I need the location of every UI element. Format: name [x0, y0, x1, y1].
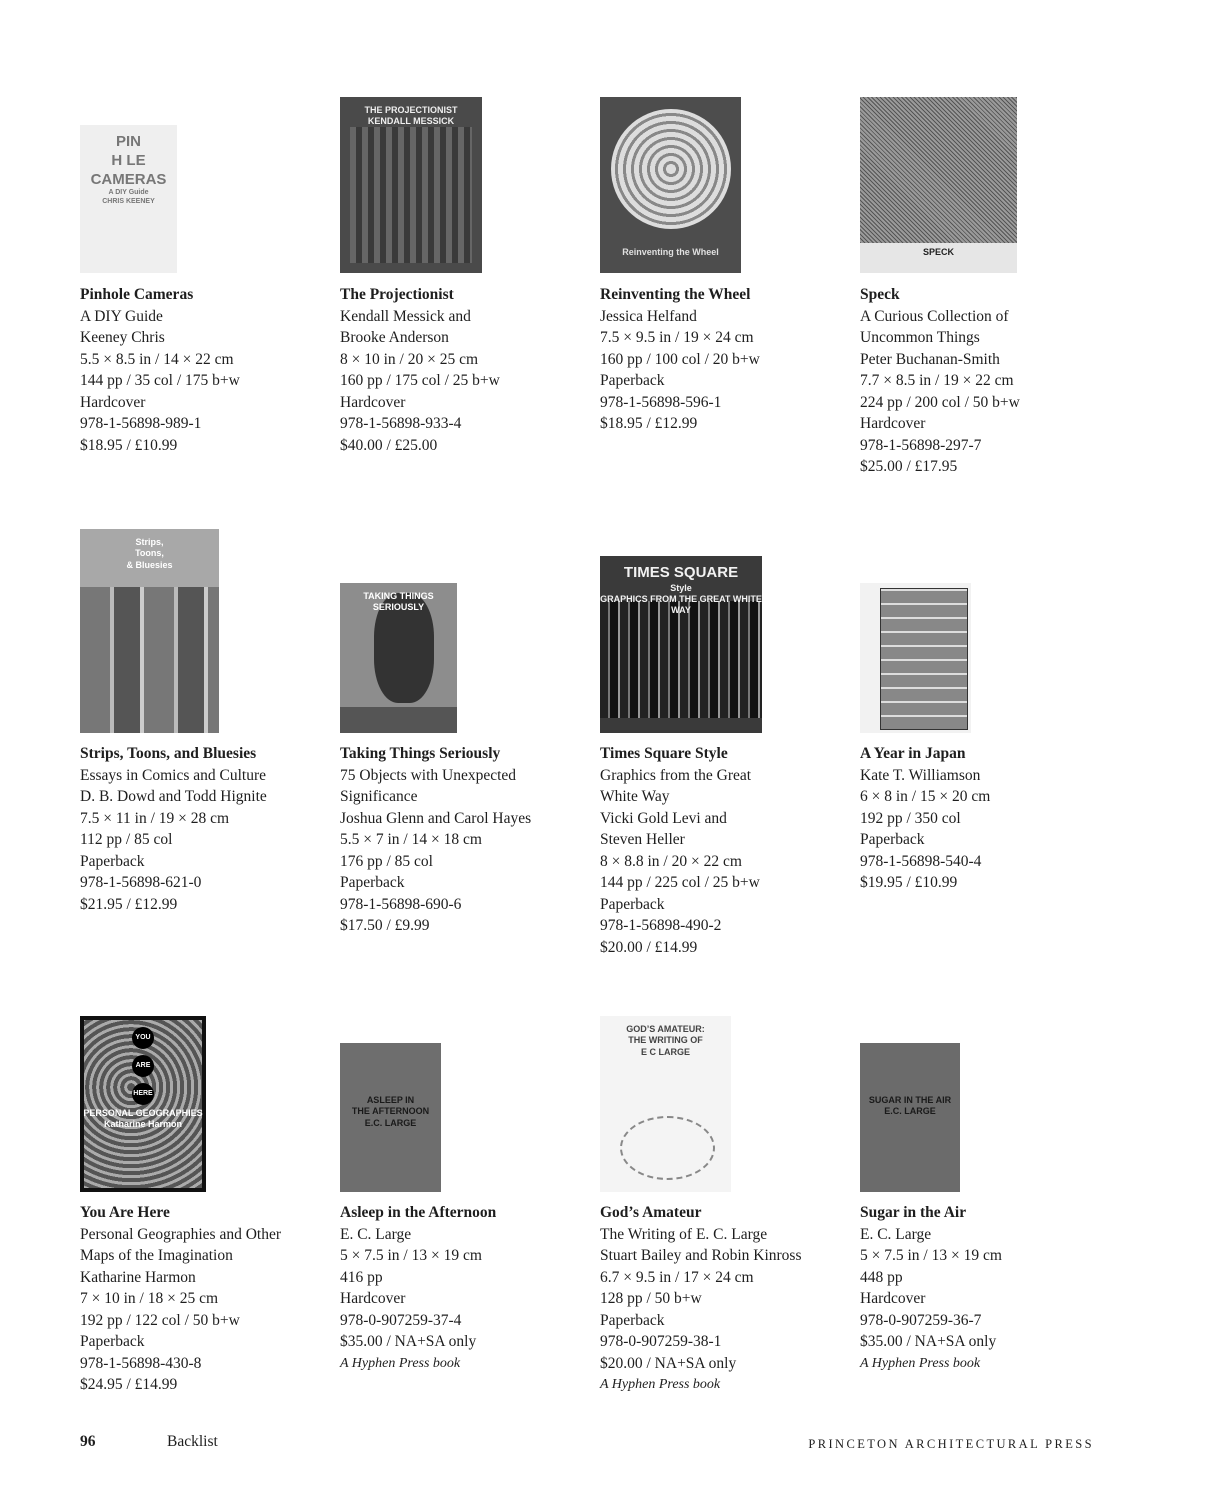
book-detail: A Curious Collection of: [860, 307, 1009, 325]
book-cover: [80, 529, 219, 733]
book-detail: 416 pp: [340, 1268, 383, 1286]
book-detail: 978-1-56898-989-1: [80, 415, 202, 432]
book-detail: Keeney Chris: [80, 329, 165, 346]
book-title: Pinhole Cameras: [80, 286, 194, 303]
book-detail: Paperback: [80, 852, 145, 870]
book-cover: [860, 1043, 960, 1192]
book-detail: Personal Geographies and Other: [80, 1225, 282, 1243]
book-detail: Kendall Messick and: [340, 307, 471, 325]
book-detail: Paperback: [340, 874, 405, 891]
book-detail: A DIY Guide: [80, 307, 163, 325]
book-entry: [340, 1202, 580, 1374]
book-detail: $20.00 / £14.99: [600, 938, 698, 956]
book-cover: [600, 556, 762, 733]
cover-text: Toons,: [135, 548, 164, 559]
cover-text: SPECK: [922, 247, 954, 257]
book-detail: Stuart Bailey and Robin Kinross: [600, 1247, 802, 1264]
book-detail: 192 pp / 350 col: [860, 809, 961, 827]
book-detail: $18.95 / £10.99: [80, 436, 178, 454]
book-title: Times Square Style: [600, 745, 728, 762]
book-detail: Hardcover: [860, 415, 926, 432]
book-detail: Significance: [340, 788, 418, 805]
cover-text: CHRIS KEENEY: [102, 198, 155, 205]
book-cover: [340, 583, 457, 733]
book-detail: Joshua Glenn and Carol Hayes: [340, 809, 532, 827]
book-detail: 160 pp / 175 col / 25 b+w: [340, 372, 500, 389]
cover-text: YOU: [132, 1027, 154, 1049]
book-detail: 160 pp / 100 col / 20 b+w: [600, 350, 760, 368]
cover-text: HERE: [132, 1083, 154, 1105]
book-detail: 5.5 × 7 in / 14 × 18 cm: [340, 831, 482, 848]
book-detail: Hardcover: [80, 393, 146, 411]
book-detail: 144 pp / 225 col / 25 b+w: [600, 874, 760, 891]
book-detail: 7.5 × 11 in / 19 × 28 cm: [80, 809, 230, 827]
book-title: Sugar in the Air: [860, 1204, 967, 1221]
book-detail: Paperback: [600, 1311, 665, 1329]
cover-text: SUGAR IN THE AIR: [868, 1095, 952, 1105]
book-title: Asleep in the Afternoon: [340, 1204, 497, 1221]
cover-text: Strips,: [135, 537, 164, 547]
book-entry: [860, 284, 1100, 478]
cover-text: H LE: [111, 151, 146, 169]
book-detail: 7.7 × 8.5 in / 19 × 22 cm: [860, 372, 1014, 389]
book-detail: White Way: [600, 788, 670, 805]
cover-text: TAKING THINGS SERIOUSLY: [363, 591, 434, 613]
book-detail: 978-0-907259-36-7: [860, 1311, 982, 1329]
book-entry: [600, 1202, 840, 1396]
book-detail: 6 × 8 in / 15 × 20 cm: [860, 788, 991, 805]
book-detail: 75 Objects with Unexpected: [340, 766, 517, 784]
book-detail: 7.5 × 9.5 in / 19 × 24 cm: [600, 329, 754, 346]
book-detail: 978-1-56898-297-7: [860, 436, 982, 454]
book-detail: 978-1-56898-540-4: [860, 852, 982, 870]
book-detail: 448 pp: [860, 1268, 903, 1286]
book-detail: Graphics from the Great: [600, 766, 752, 784]
publisher-note: A Hyphen Press book: [860, 1355, 981, 1371]
book-cover: [860, 583, 971, 733]
cover-text: THE WRITING OF: [628, 1035, 703, 1046]
publisher-note: A Hyphen Press book: [340, 1355, 461, 1371]
cover-text: TIMES SQUARE: [623, 564, 739, 581]
cover-text: Style: [670, 582, 692, 593]
book-detail: 7 × 10 in / 18 × 25 cm: [80, 1290, 219, 1307]
cover-text: A DIY Guide: [108, 189, 149, 197]
book-detail: $24.95 / £14.99: [80, 1376, 178, 1393]
book-detail: Maps of the Imagination: [80, 1247, 233, 1264]
book-title: A Year in Japan: [860, 745, 966, 762]
book-cover: [600, 1016, 731, 1192]
book-entry: [80, 1202, 320, 1396]
book-entry: [80, 284, 320, 456]
book-detail: Paperback: [600, 372, 665, 389]
cover-text: E.C. LARGE: [364, 1117, 417, 1128]
book-detail: Paperback: [80, 1333, 145, 1350]
book-detail: 8 × 8.8 in / 20 × 22 cm: [600, 852, 742, 870]
book-title: Strips, Toons, and Bluesies: [80, 745, 257, 762]
cover-text: Reinventing the Wheel: [622, 247, 719, 257]
book-detail: 5.5 × 8.5 in / 14 × 22 cm: [80, 350, 234, 368]
book-detail: Uncommon Things: [860, 329, 980, 346]
book-title: Reinventing the Wheel: [600, 286, 751, 303]
book-detail: $20.00 / NA+SA only: [600, 1354, 737, 1372]
publisher-note: A Hyphen Press book: [600, 1377, 721, 1392]
book-detail: $40.00 / £25.00: [340, 436, 438, 454]
book-detail: Katharine Harmon: [80, 1268, 196, 1286]
book-detail: 176 pp / 85 col: [340, 852, 433, 870]
cover-text: THE AFTERNOON: [351, 1106, 430, 1117]
book-detail: 978-1-56898-690-6: [340, 895, 462, 913]
book-detail: The Writing of E. C. Large: [600, 1225, 768, 1243]
section-label: Backlist: [167, 1433, 218, 1450]
cover-text: E C LARGE: [640, 1046, 690, 1057]
cover-text: E.C. LARGE: [884, 1106, 936, 1117]
book-entry: [860, 1202, 1100, 1374]
cover-text: Katharine Harmon: [103, 1119, 183, 1130]
book-cover: [340, 97, 482, 273]
book-detail: 978-1-56898-490-2: [600, 917, 722, 934]
book-title: Taking Things Seriously: [340, 745, 501, 762]
book-cover: [80, 1016, 206, 1192]
book-entry: [860, 743, 1100, 894]
book-detail: D. B. Dowd and Todd Hignite: [80, 788, 267, 805]
book-detail: 224 pp / 200 col / 50 b+w: [860, 393, 1020, 411]
book-detail: Peter Buchanan-Smith: [860, 350, 1000, 368]
book-cover: [860, 97, 1017, 273]
cover-text: PERSONAL GEOGRAPHIES: [83, 1108, 203, 1118]
cover-text: ASLEEP IN: [366, 1095, 415, 1105]
book-detail: $18.95 / £12.99: [600, 415, 698, 432]
book-detail: 192 pp / 122 col / 50 b+w: [80, 1311, 240, 1329]
book-cover: [340, 1043, 441, 1192]
cover-text: GOD’S AMATEUR:: [626, 1024, 705, 1034]
book-title: You Are Here: [80, 1204, 170, 1221]
book-entry: [340, 284, 580, 456]
book-detail: 5 × 7.5 in / 13 × 19 cm: [860, 1247, 1002, 1264]
book-detail: 978-0-907259-37-4: [340, 1311, 462, 1329]
book-detail: 128 pp / 50 b+w: [600, 1290, 702, 1307]
cover-text: GRAPHICS FROM THE GREAT WHITE WAY: [600, 594, 762, 616]
book-detail: 978-1-56898-430-8: [80, 1354, 202, 1372]
book-title: God’s Amateur: [600, 1204, 702, 1221]
cover-text: CAMERAS: [90, 170, 167, 188]
book-detail: $25.00 / £17.95: [860, 458, 958, 475]
cover-text: PIN: [115, 133, 141, 150]
book-detail: 5 × 7.5 in / 13 × 19 cm: [340, 1247, 482, 1264]
book-detail: Paperback: [600, 895, 665, 913]
book-detail: Brooke Anderson: [340, 329, 449, 346]
book-detail: Hardcover: [340, 393, 406, 411]
book-detail: $19.95 / £10.99: [860, 874, 958, 891]
book-detail: 8 × 10 in / 20 × 25 cm: [340, 350, 479, 368]
book-detail: $17.50 / £9.99: [340, 917, 430, 934]
book-detail: Steven Heller: [600, 831, 685, 848]
book-cover: [80, 125, 177, 273]
book-entry: [80, 743, 320, 915]
book-detail: 978-1-56898-933-4: [340, 415, 462, 432]
book-detail: 112 pp / 85 col: [80, 831, 173, 848]
book-detail: Hardcover: [860, 1290, 926, 1307]
book-detail: Paperback: [860, 831, 925, 848]
book-detail: Kate T. Williamson: [860, 766, 981, 784]
book-title: Speck: [860, 286, 900, 303]
book-detail: 978-1-56898-621-0: [80, 874, 202, 891]
book-detail: $21.95 / £12.99: [80, 895, 178, 913]
book-detail: 144 pp / 35 col / 175 b+w: [80, 372, 240, 389]
cover-text: ARE: [132, 1055, 154, 1077]
book-detail: Jessica Helfand: [600, 307, 697, 325]
cover-text: THE PROJECTIONIST: [364, 105, 458, 115]
book-detail: Essays in Comics and Culture: [80, 766, 266, 784]
book-entry: [340, 743, 580, 937]
book-detail: E. C. Large: [340, 1225, 412, 1243]
book-detail: Vicki Gold Levi and: [600, 809, 727, 827]
book-entry: [600, 743, 840, 958]
book-detail: $35.00 / NA+SA only: [860, 1333, 997, 1350]
publisher-name: PRINCETON ARCHITECTURAL PRESS: [808, 1437, 1094, 1451]
book-detail: $35.00 / NA+SA only: [340, 1333, 477, 1350]
book-cover: [600, 97, 741, 273]
book-entry: [600, 284, 840, 435]
book-detail: Hardcover: [340, 1290, 406, 1307]
book-detail: 978-0-907259-38-1: [600, 1333, 722, 1350]
book-detail: E. C. Large: [860, 1225, 932, 1243]
book-detail: 978-1-56898-596-1: [600, 393, 722, 411]
page-number: 96: [80, 1433, 96, 1450]
book-title: The Projectionist: [340, 286, 454, 303]
cover-text: KENDALL MESSICK: [367, 116, 455, 127]
book-detail: 6.7 × 9.5 in / 17 × 24 cm: [600, 1268, 754, 1286]
cover-text: & Bluesies: [126, 559, 173, 570]
